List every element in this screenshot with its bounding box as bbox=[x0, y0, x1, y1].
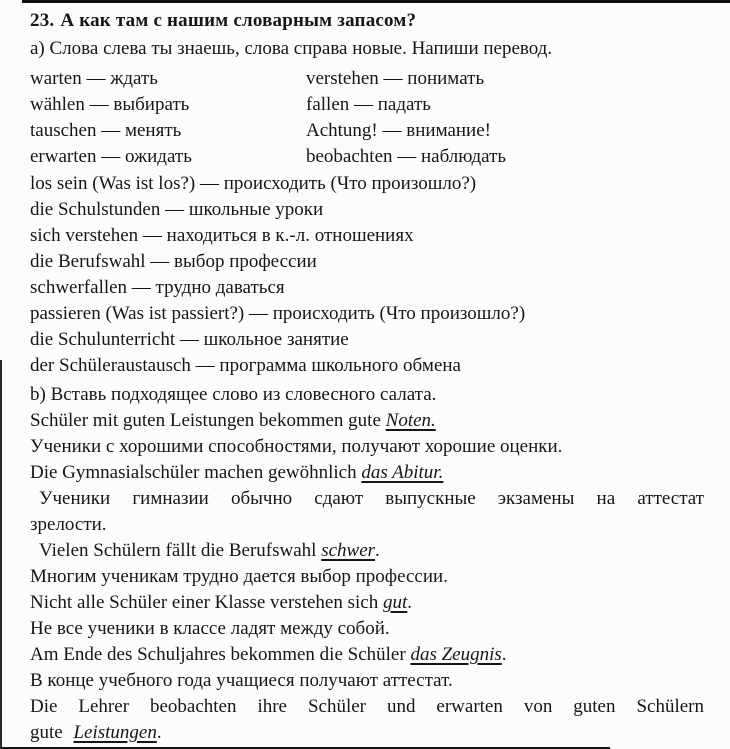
scan-edge-left bbox=[0, 360, 2, 749]
sentence-ru: Многим ученикам трудно дается выбор профессии. bbox=[30, 566, 448, 587]
sentence-de-text: Vielen Schülern fällt die Berufswahl bbox=[39, 540, 322, 561]
vocab-pair: beobachten — наблюдать bbox=[306, 146, 507, 167]
vocab-pair: tauschen — менять bbox=[30, 120, 182, 141]
sentence-ru: В конце учебного года учащиеся получают аттестат. bbox=[30, 670, 453, 691]
answer-blank: Noten. bbox=[385, 410, 436, 431]
part-b-sentences bbox=[30, 408, 704, 746]
sentence-de bbox=[30, 408, 704, 434]
vocab-line: die Schulstunden — школьные уроки bbox=[30, 199, 324, 220]
sentence-de-tail: . bbox=[156, 722, 162, 743]
vocab-pair: erwarten — ожидать bbox=[30, 146, 192, 167]
vocab-line: die Schulunterricht — школьное занятие bbox=[30, 329, 349, 350]
sentence-de-text: Die Lehrer beobachten ihre Schüler und erwarten von guten Schülern bbox=[30, 696, 704, 717]
sentence-de bbox=[30, 590, 704, 616]
sentence-de-tail: . bbox=[501, 644, 507, 665]
vocab-pair: Achtung! — внимание! bbox=[306, 120, 491, 141]
answer-blank: das Abitur. bbox=[361, 462, 444, 483]
sentence-ru: Ученики гимназии обычно сдают выпускные экзамены на аттестат зрелости. bbox=[30, 488, 704, 535]
vocab-column-right bbox=[306, 66, 704, 170]
scan-edge-top bbox=[22, 0, 730, 3]
vocab-pair: verstehen — понимать bbox=[306, 68, 485, 89]
vocab-pair: fallen — падать bbox=[306, 94, 431, 115]
sentence-de bbox=[30, 460, 704, 486]
exercise-title: А как там с нашим словарным запасом? bbox=[60, 10, 417, 31]
sentence-ru: Ученики с хорошими способностями, получают хорошие оценки. bbox=[30, 436, 563, 457]
sentence-de-text: Nicht alle Schüler einer Klasse verstehen sich bbox=[30, 592, 383, 613]
answer-blank: das Zeugnis bbox=[410, 644, 502, 665]
vocab-pair: warten — ждать bbox=[30, 68, 158, 89]
sentence-de-text: Schüler mit guten Leistungen bekommen gute bbox=[30, 410, 386, 431]
sentence-de-text: Am Ende des Schuljahres bekommen die Schüler bbox=[30, 644, 411, 665]
sentence-de-text: gute bbox=[30, 722, 74, 743]
exercise-heading bbox=[30, 8, 704, 34]
sentence-de-wrap-group bbox=[30, 722, 162, 743]
sentence-de bbox=[30, 538, 704, 564]
answer-blank: Leistungen bbox=[73, 722, 157, 743]
sentence-de-tail: . bbox=[407, 592, 412, 613]
vocab-line: der Schüleraustausch — программа школьного обмена bbox=[30, 355, 461, 376]
part-b-instruction: b) Вставь подходящее слово из словесного салата. bbox=[30, 384, 437, 405]
part-a-instruction: а) Слова слева ты знаешь, слова справа новые. Напиши перевод. bbox=[30, 38, 553, 59]
vocab-line: passieren (Was ist passiert?) — происходить (Что произошло?) bbox=[30, 303, 526, 324]
sentence-de bbox=[30, 694, 704, 746]
answer-blank: schwer bbox=[321, 540, 376, 561]
vocab-line: schwerfallen — трудно даваться bbox=[30, 277, 285, 298]
vocab-column-left bbox=[30, 66, 306, 170]
vocab-pair: wählen — выбирать bbox=[30, 94, 190, 115]
sentence-ru: Не все ученики в классе ладят между собой. bbox=[30, 618, 390, 639]
vocab-full-width-list bbox=[30, 171, 704, 379]
vocab-line: die Berufswahl — выбор профессии bbox=[30, 251, 317, 272]
sentence-de-text: Die Gymnasialschüler machen gewöhnlich bbox=[30, 462, 362, 483]
vocab-line: sich verstehen — находиться в к.-л. отношениях bbox=[30, 225, 414, 246]
sentence-de bbox=[30, 642, 704, 668]
vocab-line: los sein (Was ist los?) — происходить (Что произошло?) bbox=[30, 173, 477, 194]
exercise-number: 23. bbox=[30, 10, 55, 31]
sentence-de-tail: . bbox=[375, 540, 380, 561]
answer-blank: gut bbox=[382, 592, 408, 613]
vocab-two-columns bbox=[30, 66, 704, 170]
